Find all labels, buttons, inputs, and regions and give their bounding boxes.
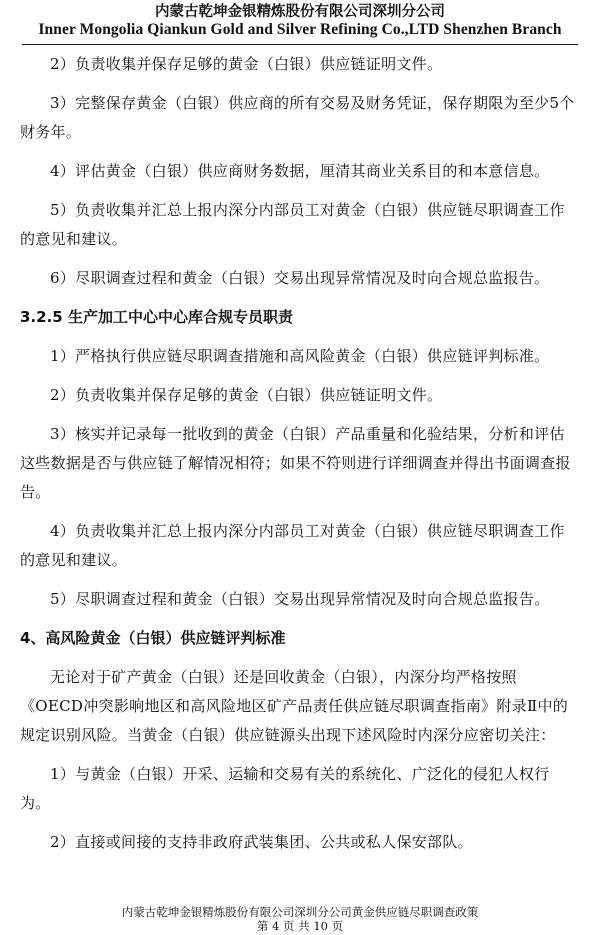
company-name-en: Inner Mongolia Qiankun Gold and Silver Refining Co.,LTD Shenzhen Branch xyxy=(38,21,562,38)
paragraph: 2）负责收集并保存足够的黄金（白银）供应链证明文件。 xyxy=(50,386,443,404)
company-name-cn: 内蒙古乾坤金银精炼股份有限公司深圳分公司 xyxy=(155,4,445,20)
paragraph: 5）尽职调查过程和黄金（白银）交易出现异常情况及时向合规总监报告。 xyxy=(50,590,550,608)
footer-doc-title: 内蒙古乾坤金银精炼股份有限公司深圳分公司黄金供应链尽职调查政策 xyxy=(121,905,479,919)
paragraph: 6）尽职调查过程和黄金（白银）交易出现异常情况及时向合规总监报告。 xyxy=(50,269,550,287)
section-number: 3.2.5 xyxy=(20,308,63,326)
section-heading-3-2-5 xyxy=(20,303,580,332)
document-body xyxy=(20,50,580,857)
paragraph: 2）负责收集并保存足够的黄金（白银）供应链证明文件。 xyxy=(50,55,443,73)
paragraph: 4）负责收集并汇总上报内深分内部员工对黄金（白银）供应链尽职调查工作的意见和建议。 xyxy=(20,522,565,569)
paragraph: 无论对于矿产黄金（白银）还是回收黄金（白银），内深分均严格按照《OECD冲突影响地区和高风险地区矿产品责任供应链尽职调查指南》附录Ⅱ中的规定识别风险。当黄金（白银）供应链源头出现下述风险时内深分应密切关注： xyxy=(20,668,569,744)
page-header xyxy=(0,0,600,39)
header-divider xyxy=(22,44,578,45)
footer-page-number: 第 4 页 共 10 页 xyxy=(256,919,344,933)
section-title: 生产加工中心中心库合规专员职责 xyxy=(68,308,294,326)
paragraph: 1）与黄金（白银）开采、运输和交易有关的系统化、广泛化的侵犯人权行为。 xyxy=(20,765,550,812)
section-heading-4: 4、高风险黄金（白银）供应链评判标准 xyxy=(20,629,286,647)
paragraph: 5）负责收集并汇总上报内深分内部员工对黄金（白银）供应链尽职调查工作的意见和建议。 xyxy=(20,201,565,248)
paragraph: 3）完整保存黄金（白银）供应商的所有交易及财务凭证，保存期限为至少5个财务年。 xyxy=(20,94,575,141)
paragraph: 1）严格执行供应链尽职调查措施和高风险黄金（白银）供应链评判标准。 xyxy=(50,347,550,365)
paragraph: 4）评估黄金（白银）供应商财务数据，厘清其商业关系目的和本意信息。 xyxy=(50,162,550,180)
paragraph: 3）核实并记录每一批收到的黄金（白银）产品重量和化验结果，分析和评估这些数据是否与供应链了解情况相符；如果不符则进行详细调查并得出书面调查报告。 xyxy=(20,425,571,501)
paragraph: 2）直接或间接的支持非政府武装集团、公共或私人保安部队。 xyxy=(50,833,473,851)
